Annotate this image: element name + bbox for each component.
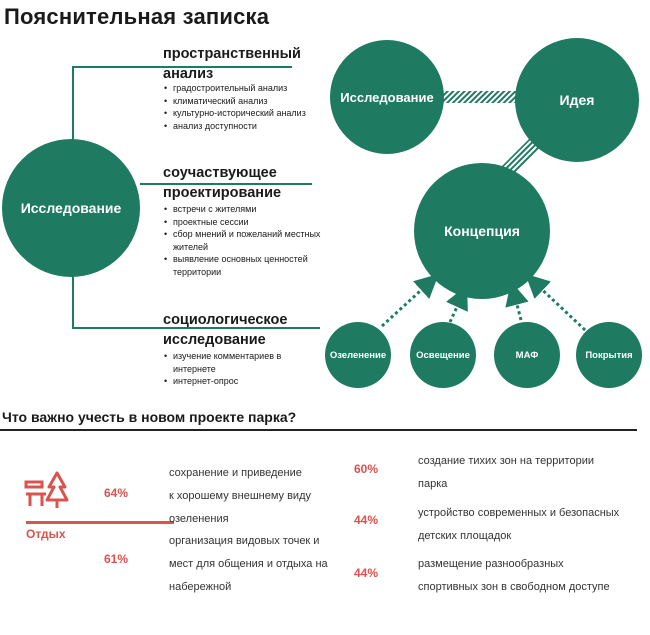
percent-value: 61% [104,552,129,566]
answer-line: мест для общения и отдыха на [169,558,328,570]
answer-line: парка [418,478,448,490]
heading-line: исследование [163,332,266,348]
arrow-coverings [534,282,585,330]
rest-underline [26,521,174,524]
coverings-node-label: Покрытия [585,349,633,361]
answer-text [418,450,594,496]
page-title: Пояснительная записка [4,4,270,29]
research-node [330,40,444,154]
heading-line: проектирование [163,185,282,201]
list-item: • встречи с жителями [173,203,321,216]
heading-line: анализ [163,66,214,82]
answer-text [169,530,328,599]
percent-value: 60% [354,462,379,476]
answer-line: сохранение и приведение [169,467,302,479]
answer-line: детских площадок [418,530,512,542]
answer-text [418,502,619,548]
category-label: Отдых [26,527,66,541]
percent-value: 44% [354,513,379,527]
list-item: • выявление основных ценностей территории [173,253,321,278]
percent-value: 44% [354,566,379,580]
list-item: • климатический анализ [173,95,323,108]
research-node-label: Исследование [340,89,434,105]
coverings-node [576,322,642,388]
tree-icon [47,473,67,508]
list-item: • культурно-исторический анализ [173,107,323,120]
research-idea-link [440,91,520,103]
concept-node-label: Концепция [444,223,520,239]
rest-icons [24,470,74,510]
list-item: • сбор мнений и пожеланий местных жителей [173,228,321,253]
heading-line: пространственный [163,46,301,62]
answer-line: устройство современных и безопасных [418,507,620,519]
lighting-node [410,322,476,388]
answer-line: спортивных зон в свободном доступе [418,581,610,593]
answer-line: организация видовых точек и [169,535,320,547]
lighting-node-label: Освещение [416,349,470,361]
greening-node-label: Озеленение [329,349,387,361]
bench-icon [26,482,46,506]
answer-line: озеленения [169,513,229,525]
concept-node [414,163,550,299]
arrow-maf [514,293,521,320]
idea-node-label: Идея [559,92,595,108]
answer-line: размещение разнообразных [418,558,564,570]
answer-line: набережной [169,581,232,593]
arrow-lighting [450,296,462,322]
idea-node [515,38,639,162]
greening-node [325,322,391,388]
arrow-greening [382,282,430,326]
list-item: • интернет-опрос [173,375,303,388]
percent-value: 64% [104,486,129,500]
maf-node-label: МАФ [515,349,539,361]
answer-text [418,553,610,599]
section-divider [0,429,637,431]
list-item: • градостроительный анализ [173,82,323,95]
maf-node [494,322,560,388]
answer-text [169,462,311,531]
heading-line: социологическое [163,312,288,328]
survey-question: Что важно учесть в новом проекте парка? [2,409,297,425]
research-circle-label: Исследование [20,200,122,216]
answer-line: к хорошему внешнему виду [169,490,311,502]
list-item: • изучение комментариев в интернете [173,350,303,375]
heading-line: соучаствующее [163,165,277,181]
list-item: • анализ доступности [173,120,323,133]
answer-line: создание тихих зон на территории [418,455,594,467]
list-item: • проектные сессии [173,216,321,229]
